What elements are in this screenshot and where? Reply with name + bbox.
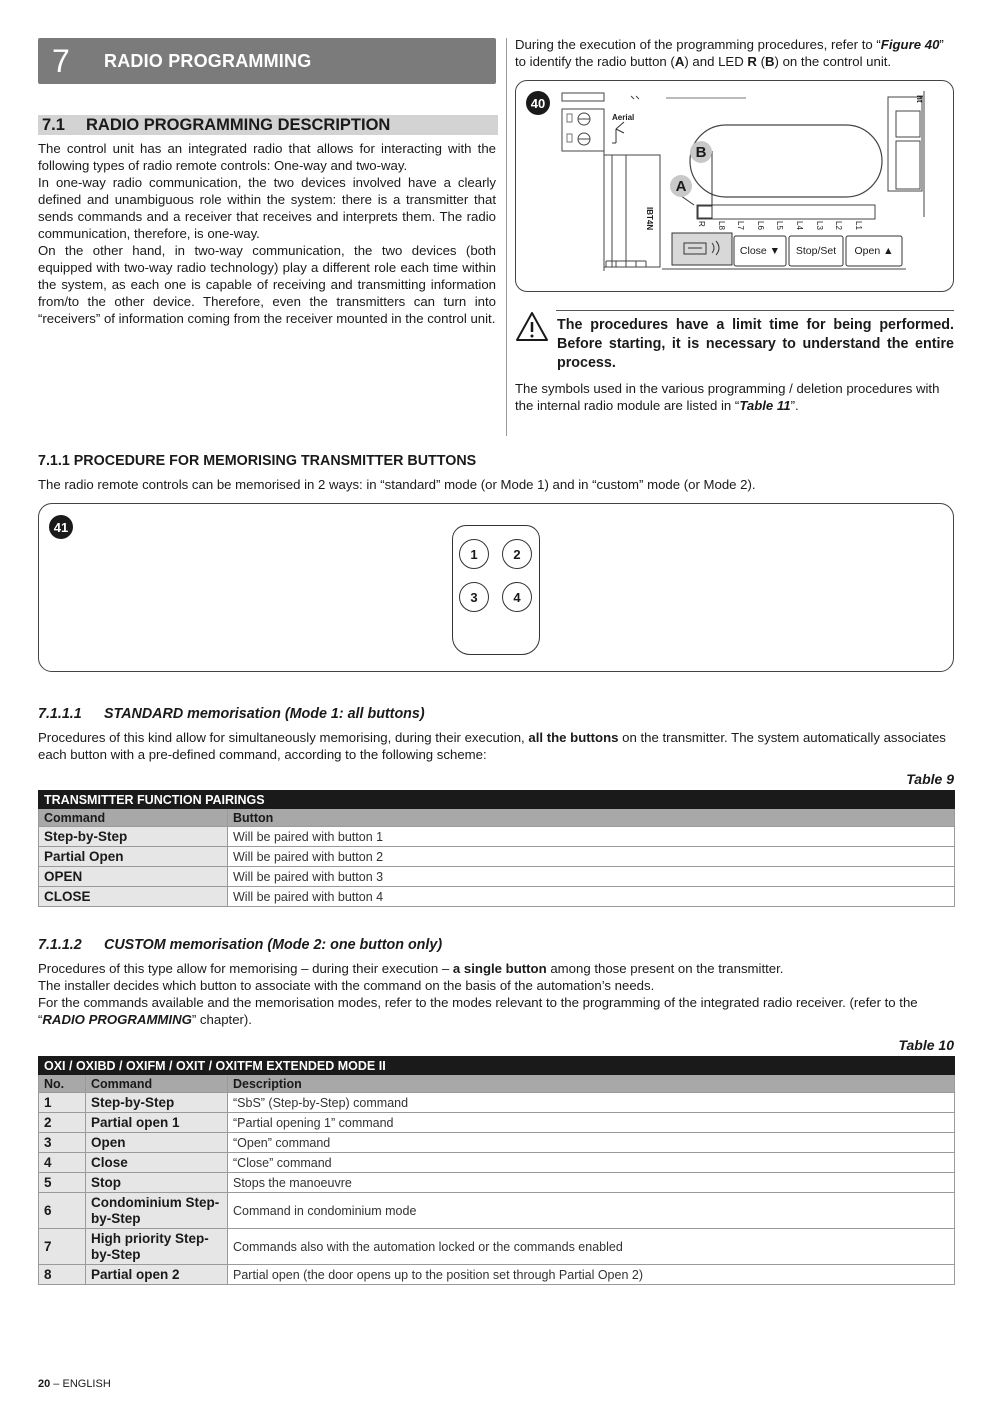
table9-col-button: Button (228, 809, 955, 827)
led-label-l1: L1 (853, 221, 863, 230)
heading-7-1-1-2-number: 7.1.1.2 (38, 937, 82, 953)
table9-row (39, 887, 955, 907)
table10-title: OXI / OXIBD / OXIFM / OXIT / OXITFM EXTENDED MODE II (39, 1057, 955, 1075)
table10-row (39, 1265, 955, 1285)
table10-cell-command: Stop (86, 1173, 228, 1193)
section-header (38, 38, 496, 84)
table10-cell-command: Close (86, 1153, 228, 1173)
table9-row (39, 827, 955, 847)
ref-text-a: During the execution of the programming procedures, refer to “ (515, 37, 881, 52)
table10-cell-no: 3 (39, 1133, 86, 1153)
subsection-number: 7.1 (42, 115, 65, 134)
table10-cell-desc: Commands also with the automation locked or the commands enabled (228, 1229, 955, 1265)
table10-cell-no: 7 (39, 1229, 86, 1265)
ref-text-b: ” to identify the radio button ( (515, 37, 944, 69)
table10-cell-command: Condominium Step-by-Step (86, 1193, 228, 1229)
board-model-label: IBT4N (645, 207, 654, 231)
led-label-l5: L5 (775, 221, 785, 230)
section-title: RADIO PROGRAMMING (104, 50, 312, 71)
figure-ref: Figure 40 (880, 37, 940, 52)
led-label-l3: L3 (814, 221, 824, 230)
table10-cell-no: 5 (39, 1173, 86, 1193)
table10-row (39, 1193, 955, 1229)
heading-7-1-1: 7.1.1 PROCEDURE FOR MEMORISING TRANSMITTER BUTTONS (38, 453, 477, 469)
table10-row (39, 1113, 955, 1133)
table10-cell-desc: Stops the manoeuvre (228, 1173, 955, 1193)
table9-row (39, 847, 955, 867)
open-button[interactable]: Open ▲ (854, 245, 894, 257)
led-label-l7: L7 (736, 221, 746, 230)
ref-text-e: ) on the control unit. (774, 54, 892, 69)
table9-cell-command: Partial Open (39, 847, 228, 867)
sec7112-text (38, 960, 956, 1028)
heading-7-1-1-1-number: 7.1.1.1 (38, 706, 82, 722)
led-label-l2: L2 (834, 221, 844, 230)
symbols-note-b: ”. (790, 398, 799, 413)
table9-col-command: Command (39, 809, 228, 827)
page-number: 20 (38, 1378, 51, 1390)
table10-col-command: Command (86, 1075, 228, 1093)
table10-cell-no: 6 (39, 1193, 86, 1229)
sec7112-l2: The installer decides which button to associate with the command on the basis of the automation’s needs. (38, 978, 655, 993)
sec7112-l1-bold: a single button (452, 961, 547, 976)
remote-button-1: 1 (459, 539, 489, 569)
table9-cell-button: Will be paired with button 4 (228, 887, 955, 907)
table10 (38, 1056, 955, 1285)
warning-triangle-icon (515, 311, 549, 343)
remote-button-2: 2 (502, 539, 532, 569)
led-label-l8: L8 (716, 221, 726, 230)
table9-cell-command: CLOSE (39, 887, 228, 907)
sec7112-l1a: Procedures of this type allow for memorising – during their execution – (38, 961, 453, 976)
subsection-header (38, 115, 498, 135)
table11-ref: Table 11 (739, 398, 791, 413)
corner-label: ht (915, 95, 924, 103)
figure-40-control-unit (515, 80, 954, 292)
table9-cell-button: Will be paired with button 2 (228, 847, 955, 867)
table10-col-no: No. (39, 1075, 86, 1093)
table10-row (39, 1153, 955, 1173)
table9-cell-button: Will be paired with button 3 (228, 867, 955, 887)
table10-caption: Table 10 (898, 1037, 954, 1053)
table10-cell-desc: Partial open (the door opens up to the position set through Partial Open 2) (228, 1265, 955, 1285)
symbols-note-a: The symbols used in the various programming / deletion procedures with the internal radio module are listed in “ (515, 381, 940, 413)
table9 (38, 790, 955, 907)
table9-cell-command: OPEN (39, 867, 228, 887)
sec7111-text-a: Procedures of this kind allow for simultaneously memorising, during their execution, (38, 730, 529, 745)
label-a-radio-button: A (670, 175, 692, 197)
figure40-reference-text (515, 36, 955, 70)
column-divider (506, 38, 507, 436)
table10-cell-desc: “SbS” (Step-by-Step) command (228, 1093, 955, 1113)
intro-paragraph-1: The control unit has an integrated radio that allows for interacting with the following types of radio remote controls: One-way and two-way. (38, 141, 496, 173)
page-footer (38, 1378, 111, 1390)
warning-divider (556, 310, 954, 311)
led-label-l6: L6 (755, 221, 765, 230)
figure-41-badge: 41 (49, 515, 73, 539)
sec7111-text-bold: all the buttons (528, 730, 619, 745)
table10-col-desc: Description (228, 1075, 955, 1093)
table10-cell-command: Partial open 1 (86, 1113, 228, 1133)
intro-paragraph-2: In one-way radio communication, the two devices involved have a clearly defined and unambiguous role within the system: there is a transmitter that sends commands and a receiver that receives and interprets them. The radio communication, therefore, is one-way. (38, 175, 496, 241)
table10-cell-command: Step-by-Step (86, 1093, 228, 1113)
close-button[interactable]: Close ▼ (739, 245, 781, 257)
aerial-label: Aerial (612, 113, 635, 122)
table10-cell-command: High priority Step-by-Step (86, 1229, 228, 1265)
table10-cell-command: Open (86, 1133, 228, 1153)
remote-control (452, 525, 540, 655)
radio-button[interactable] (672, 233, 732, 265)
table10-cell-desc: “Open” command (228, 1133, 955, 1153)
table10-cell-desc: “Close” command (228, 1153, 955, 1173)
sec7111-text-b: on the transmitter. The system automatically associates each button with a pre-defined command, according to the following scheme: (38, 730, 946, 762)
table10-row (39, 1229, 955, 1265)
heading-7-1-1-2 (38, 937, 442, 953)
table9-caption: Table 9 (906, 771, 954, 787)
warning-text: The procedures have a limit time for being performed. Before starting, it is necessary to understand the entire process. (557, 317, 954, 371)
intro-paragraph-3: On the other hand, in two-way communication, the two devices (both equipped with two-way radio technology) play a different role each time within the system, as each one is capable of receiving and transmitting information from/to the other device. Therefore, even the transmitters can turn into “receivers” of information coming from the receiver mounted in the control unit. (38, 243, 496, 326)
ref-letter-a: A (674, 54, 685, 69)
heading-7-1-1-1 (38, 706, 425, 722)
footer-language: – ENGLISH (50, 1378, 111, 1390)
remote-button-3: 3 (459, 582, 489, 612)
stop-set-button[interactable]: Stop/Set (795, 245, 837, 257)
sec7112-l3b: ” chapter). (191, 1012, 252, 1027)
table10-row (39, 1093, 955, 1113)
sec7111-text (38, 729, 956, 763)
figure-40-badge: 40 (526, 91, 550, 115)
table10-row (39, 1173, 955, 1193)
ref-text-c: ) and LED (684, 54, 748, 69)
table9-title: TRANSMITTER FUNCTION PAIRINGS (39, 791, 955, 809)
section-number: 7 (52, 42, 70, 79)
ref-led-r: R (747, 54, 757, 69)
ref-letter-b: B (765, 54, 775, 69)
led-label-r: R (697, 221, 706, 227)
subsection-title: RADIO PROGRAMMING DESCRIPTION (86, 115, 391, 134)
radio-programming-ref: RADIO PROGRAMMING (42, 1012, 192, 1027)
table10-cell-desc: Command in condominium mode (228, 1193, 955, 1229)
table10-cell-no: 2 (39, 1113, 86, 1133)
sec7112-l3a: For the commands available and the memorisation modes, refer to the modes relevant to the programming of the integrated radio receiver. (refer to the “ (38, 995, 918, 1027)
heading-7-1-1-1-title: STANDARD memorisation (Mode 1: all buttons) (104, 706, 425, 722)
table10-row (39, 1133, 955, 1153)
symbols-note (515, 380, 955, 414)
table9-row (39, 867, 955, 887)
ref-text-d: ( (756, 54, 765, 69)
table10-cell-no: 8 (39, 1265, 86, 1285)
table9-cell-command: Step-by-Step (39, 827, 228, 847)
table9-cell-button: Will be paired with button 1 (228, 827, 955, 847)
sec7112-l1b: among those present on the transmitter. (546, 961, 784, 976)
table10-cell-no: 1 (39, 1093, 86, 1113)
sec711-text: The radio remote controls can be memorised in 2 ways: in “standard” mode (or Mode 1) and in “custom” mode (or Mode 2). (38, 477, 756, 492)
table10-cell-command: Partial open 2 (86, 1265, 228, 1285)
remote-button-4: 4 (502, 582, 532, 612)
heading-7-1-1-2-title: CUSTOM memorisation (Mode 2: one button only) (104, 937, 443, 953)
led-label-l4: L4 (795, 221, 804, 230)
label-b-led: B (690, 141, 712, 163)
table10-cell-desc: “Partial opening 1” command (228, 1113, 955, 1133)
table10-cell-no: 4 (39, 1153, 86, 1173)
intro-text (38, 140, 496, 327)
